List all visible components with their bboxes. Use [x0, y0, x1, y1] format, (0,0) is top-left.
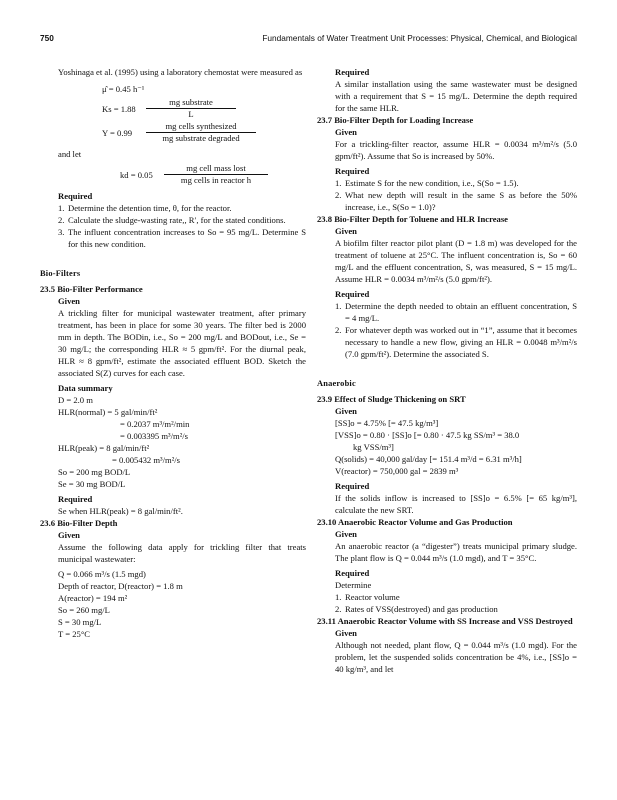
list-item: 1. Determine the depth needed to obtain an effluent concentration, S = 4 mg/L.	[335, 301, 577, 323]
section-title: Bio-Filters	[40, 269, 81, 278]
list-item: 1. Reactor volume	[335, 592, 400, 602]
required-heading: Required	[58, 191, 93, 201]
given-heading: Given	[58, 296, 80, 306]
required-heading: Required	[335, 481, 370, 491]
list-item: 2. What new depth will result in the same S as before the 50% increase, i.e., S(So = 1.0)?	[335, 190, 577, 212]
intro-text: Yoshinaga et al. (1995) using a laboratory chemostat were measured as	[58, 67, 303, 77]
required-heading: Required	[335, 166, 370, 176]
data-line: kg VSS/m³]	[353, 442, 394, 452]
given-heading: Given	[335, 127, 357, 137]
data-line: T = 25°C	[58, 629, 90, 639]
problem-heading: 23.10 Anaerobic Reactor Volume and Gas Production	[317, 517, 513, 527]
data-line: V(reactor) = 750,000 gal = 2839 m³	[335, 466, 459, 476]
problem-text: Although not needed, plant flow, Q = 0.044 m³/s (1.0 mgd). For the problem, let the suspended solids concentration be 4%, i.e., [SS]o = 40 kg/m³, and let	[335, 640, 577, 674]
data-line: HLR(peak) = 8 gal/min/ft²	[58, 443, 150, 453]
required-heading: Required	[58, 494, 93, 504]
given-heading: Given	[335, 529, 357, 539]
given-heading: Given	[58, 530, 80, 540]
data-line: Q(solids) = 40,000 gal/day [= 151.4 m³/d = 6.31 m³/h]	[335, 454, 522, 464]
problem-text: A trickling filter for municipal wastewater treatment, after primary treatment, has been in place for some 30 years. The filter bed is 2000 mm in depth. The BODin, i.e., So = 200 mg/L and BODout, i.e., Se = 30 mg/L; the corresponding HLR ≈ 5 gpm/ft². For the diurnal peak, HLR ≈ 8 gpm/ft², estimate the associated effluent BOD. Sketch the associated S(Z) curves for each case.	[58, 308, 306, 378]
data-line: So = 260 mg/L	[58, 605, 110, 615]
equation-mu: μ̂ = 0.45 h⁻¹	[102, 84, 145, 94]
equation-ks: Ks = 1.88 mg substrate L	[40, 97, 306, 121]
data-summary-heading: Data summary	[58, 383, 113, 393]
required-heading: Required	[335, 568, 370, 578]
problem-text: A biofilm filter reactor pilot plant (D = 1.8 m) was developed for the treatment of toluene at 25°C. The influent concentration is, So = 60 mg/L and the effluent concentration, S, was measured, S = 15 mg/L. Assume HLR = 0.0034 m³/m²/s (5.0 gpm/ft²).	[335, 238, 577, 284]
data-line: D = 2.0 m	[58, 395, 93, 405]
problem-text: For a trickling-filter reactor, assume HLR = 0.0034 m³/m²/s (5.0 gpm/ft²). Assume that So is increased by 50%.	[335, 139, 577, 161]
right-column	[317, 66, 577, 675]
given-heading: Given	[335, 226, 357, 236]
equation-y: Y = 0.99 mg cells synthesized mg substrate degraded	[40, 121, 306, 145]
given-heading: Given	[335, 406, 357, 416]
required-text: A similar installation using the same wastewater must be designed with a requirement that S = 15 mg/L. Determine the depth required for the same HLR.	[335, 79, 577, 113]
data-line: A(reactor) = 194 m²	[58, 593, 128, 603]
list-item: 2. Calculate the sludge-wasting rate,, R′, for the stated conditions.	[58, 215, 286, 225]
list-item: 3. The influent concentration increases to So = 95 mg/L. Determine S for this new condition.	[58, 227, 306, 249]
problem-heading: 23.9 Effect of Sludge Thickening on SRT	[317, 394, 466, 404]
and-let-text: and let	[58, 149, 82, 159]
required-heading: Required	[335, 289, 370, 299]
left-column	[40, 66, 306, 640]
data-line: So = 200 mg BOD/L	[58, 467, 131, 477]
data-line: S = 30 mg/L	[58, 617, 102, 627]
list-item: 2. Rates of VSS(destroyed) and gas production	[335, 604, 498, 614]
problem-heading: 23.5 Bio-Filter Performance	[40, 284, 143, 294]
section-title: Anaerobic	[317, 379, 356, 388]
list-item: 2. For whatever depth was worked out in “1”, assume that it becomes necessary to handle a new flow, giving an HLR = 0.0048 m³/m²/s (7.0 gpm/ft²). Determine the associated S.	[335, 325, 577, 359]
equation-kd: kd = 0.05 mg cell mass lost mg cells in reactor h	[40, 163, 306, 187]
data-line: HLR(normal) = 5 gal/min/ft²	[58, 407, 158, 417]
data-line: Depth of reactor, D(reactor) = 1.8 m	[58, 581, 183, 591]
page-number: 750	[40, 33, 54, 43]
required-text: Se when HLR(peak) = 8 gal/min/ft².	[58, 506, 183, 516]
determine-text: Determine	[335, 580, 372, 590]
required-heading: Required	[335, 67, 370, 77]
problem-heading: 23.8 Bio-Filter Depth for Toluene and HLR Increase	[317, 214, 508, 224]
problem-heading: 23.11 Anaerobic Reactor Volume with SS Increase and VSS Destroyed	[317, 616, 573, 626]
list-item: 1. Estimate S for the new condition, i.e., S(So = 1.5).	[335, 178, 519, 188]
running-title: Fundamentals of Water Treatment Unit Processes: Physical, Chemical, and Biological	[262, 33, 577, 43]
required-text: If the solids inflow is increased to [SS]o = 6.5% [= 65 kg/m³], calculate the new SRT.	[335, 493, 577, 515]
data-line: = 0.005432 m³/m²/s	[112, 455, 181, 465]
data-line: [SS]o = 4.75% [= 47.5 kg/m³]	[335, 418, 439, 428]
problem-text: An anaerobic reactor (a “digester”) treats municipal primary sludge. The plant flow is Q = 0.044 m³/s (1.0 mgd), and T = 35°C.	[335, 541, 577, 563]
data-line: = 0.2037 m³/m²/min	[120, 419, 190, 429]
problem-heading: 23.7 Bio-Filter Depth for Loading Increase	[317, 115, 474, 125]
problem-text: Assume the following data apply for trickling filter that treats municipal wastewater:	[58, 542, 306, 564]
data-line: [VSS]o = 0.80 · [SS]o [= 0.80 · 47.5 kg SS/m³ = 38.0	[335, 430, 520, 440]
page-header	[40, 33, 577, 47]
given-heading: Given	[335, 628, 357, 638]
data-line: Q = 0.066 m³/s (1.5 mgd)	[58, 569, 146, 579]
problem-heading: 23.6 Bio-Filter Depth	[40, 518, 118, 528]
data-line: Se = 30 mg BOD/L	[58, 479, 126, 489]
data-line: = 0.003395 m³/m²/s	[120, 431, 189, 441]
list-item: 1. Determine the detention time, θ, for the reactor.	[58, 203, 232, 213]
